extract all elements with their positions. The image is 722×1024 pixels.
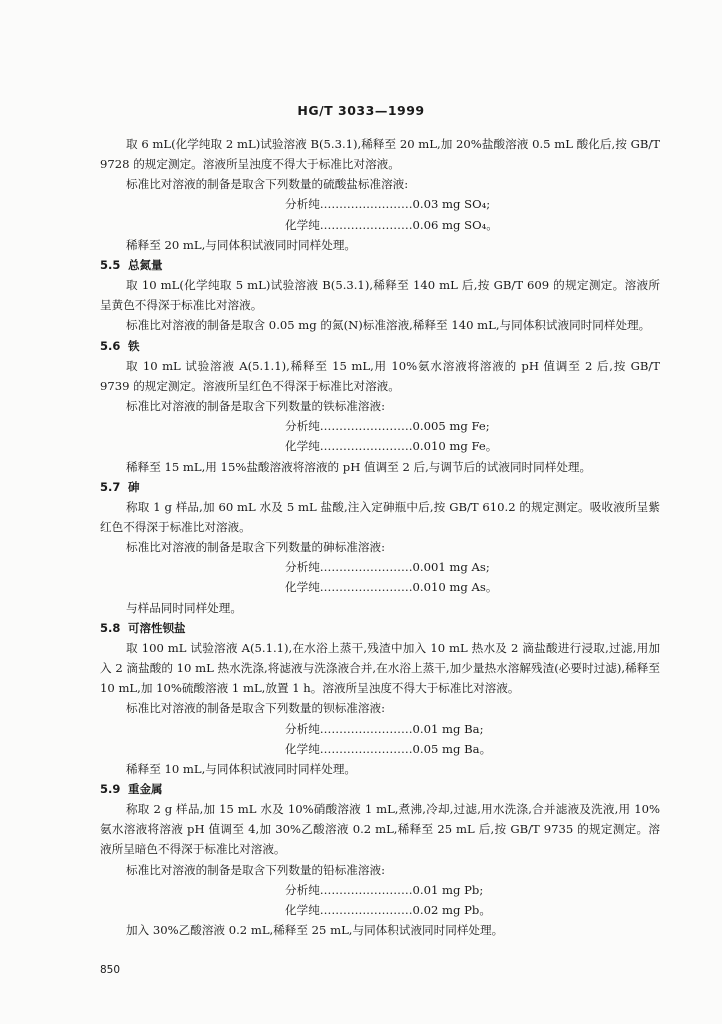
section-title: 铁: [128, 338, 140, 353]
paragraph: 标准比对溶液的制备是取含下列数量的砷标准溶液:: [126, 540, 385, 555]
grade-list-item: 化学纯……………………0.010 mg Fe。: [285, 439, 498, 454]
section-title: 可溶性钡盐: [128, 620, 186, 635]
grade-list-item: 化学纯……………………0.05 mg Ba。: [285, 741, 492, 756]
section-title: 总氮量: [128, 257, 163, 272]
grade-list-item: 分析纯……………………0.01 mg Ba;: [285, 721, 484, 736]
section-title: 重金属: [128, 782, 163, 796]
section-number: 5.9: [100, 782, 121, 796]
paragraph: 标准比对溶液的制备是取含下列数量的铅标准溶液:: [126, 862, 385, 877]
section-number: 5.7: [100, 479, 121, 494]
paragraph: 标准比对溶液的制备是取含 0.05 mg 的氮(N)标准溶液,稀释至 140 mL,与同体积试液同时同样处理。: [126, 318, 651, 333]
grade-list-item: 化学纯……………………0.010 mg As。: [285, 580, 498, 595]
section-number: 5.6: [100, 338, 121, 353]
section-title: 砷: [128, 479, 140, 494]
paragraph: 稀释至 10 mL,与同体积试液同时同样处理。: [126, 761, 357, 776]
paragraph: 标准比对溶液的制备是取含下列数量的钡标准溶液:: [126, 701, 385, 716]
paragraph: 取 10 mL 试验溶液 A(5.1.1),稀释至 15 mL,用 10%氨水溶液将溶液的 pH 值调至 2 后,按 GB/T 9739 的规定测定。溶液所呈红色不得深于标准比对溶液。: [100, 358, 660, 393]
grade-list-item: 分析纯……………………0.001 mg As;: [285, 560, 490, 575]
paragraph: 与样品同时同样处理。: [126, 600, 242, 615]
paragraph: 标准比对溶液的制备是取含下列数量的硫酸盐标准溶液:: [126, 177, 409, 192]
section-heading: [100, 618, 660, 638]
paragraph: 称取 1 g 样品,加 60 mL 水及 5 mL 盐酸,注入定砷瓶中后,按 GB/T 610.2 的规定测定。吸收液所呈紫红色不得深于标准比对溶液。: [100, 499, 660, 534]
grade-list-item: 分析纯……………………0.005 mg Fe;: [285, 419, 490, 434]
grade-list: [100, 557, 660, 597]
paragraph: 称取 2 g 样品,加 15 mL 水及 10%硝酸溶液 1 mL,煮沸,冷却,过滤,用水洗涤,合并滤液及洗液,用 10%氨水溶液将溶液 pH 值调至 4,加 30%乙酸溶液 0.2 mL,稀释至 25 mL 后,按 GB/T 9735 的规定测定。溶液所呈暗色不得深于标准比对溶液。: [100, 802, 660, 857]
paragraph: 标准比对溶液的制备是取含下列数量的铁标准溶液:: [126, 399, 385, 414]
section-number: 5.8: [100, 620, 121, 635]
section-heading: [100, 255, 660, 275]
paragraph: 取 6 mL(化学纯取 2 mL)试验溶液 B(5.3.1),稀释至 20 mL,加 20%盐酸溶液 0.5 mL 酸化后,按 GB/T 9728 的规定测定。溶液所呈浊度不得大于标准比对溶液。: [100, 137, 660, 172]
section-heading: [100, 477, 660, 497]
paragraph: 取 100 mL 试验溶液 A(5.1.1),在水浴上蒸干,残渣中加入 10 mL 热水及 2 滴盐酸进行浸取,过滤,用加入 2 滴盐酸的 10 mL 热水洗涤,将滤液与洗涤液合并,在水浴上蒸干,加少量热水溶解残渣(必要时过滤),稀释至 10 mL,加 10%硫酸溶液 1 mL,放置 1 h。溶液所呈浊度不得大于标准比对溶液。: [100, 640, 660, 696]
document-body: [100, 134, 660, 940]
paragraph: 取 10 mL(化学纯取 5 mL)试验溶液 B(5.3.1),稀释至 140 mL 后,按 GB/T 609 的规定测定。溶液所呈黄色不得深于标准比对溶液。: [100, 278, 660, 313]
grade-list: [100, 719, 660, 759]
page-number: 850: [100, 964, 121, 976]
grade-list-item: 分析纯……………………0.03 mg SO₄;: [285, 197, 491, 212]
grade-list-item: 分析纯……………………0.01 mg Pb;: [285, 882, 484, 897]
grade-list: [100, 416, 660, 456]
paragraph: 加入 30%乙酸溶液 0.2 mL,稀释至 25 mL,与同体积试液同时同样处理。: [126, 923, 504, 938]
paragraph: 稀释至 15 mL,用 15%盐酸溶液将溶液的 pH 值调至 2 后,与调节后的试液同时同样处理。: [126, 459, 592, 474]
section-number: 5.5: [100, 257, 121, 272]
grade-list: [100, 194, 660, 234]
page-header: HG/T 3033—1999: [297, 103, 425, 118]
grade-list-item: 化学纯……………………0.06 mg SO₄。: [285, 217, 498, 232]
grade-list-item: 化学纯……………………0.02 mg Pb。: [285, 902, 491, 917]
paragraph: 稀释至 20 mL,与同体积试液同时同样处理。: [126, 237, 357, 252]
section-heading: [100, 779, 660, 799]
section-heading: [100, 336, 660, 356]
grade-list: [100, 880, 660, 920]
